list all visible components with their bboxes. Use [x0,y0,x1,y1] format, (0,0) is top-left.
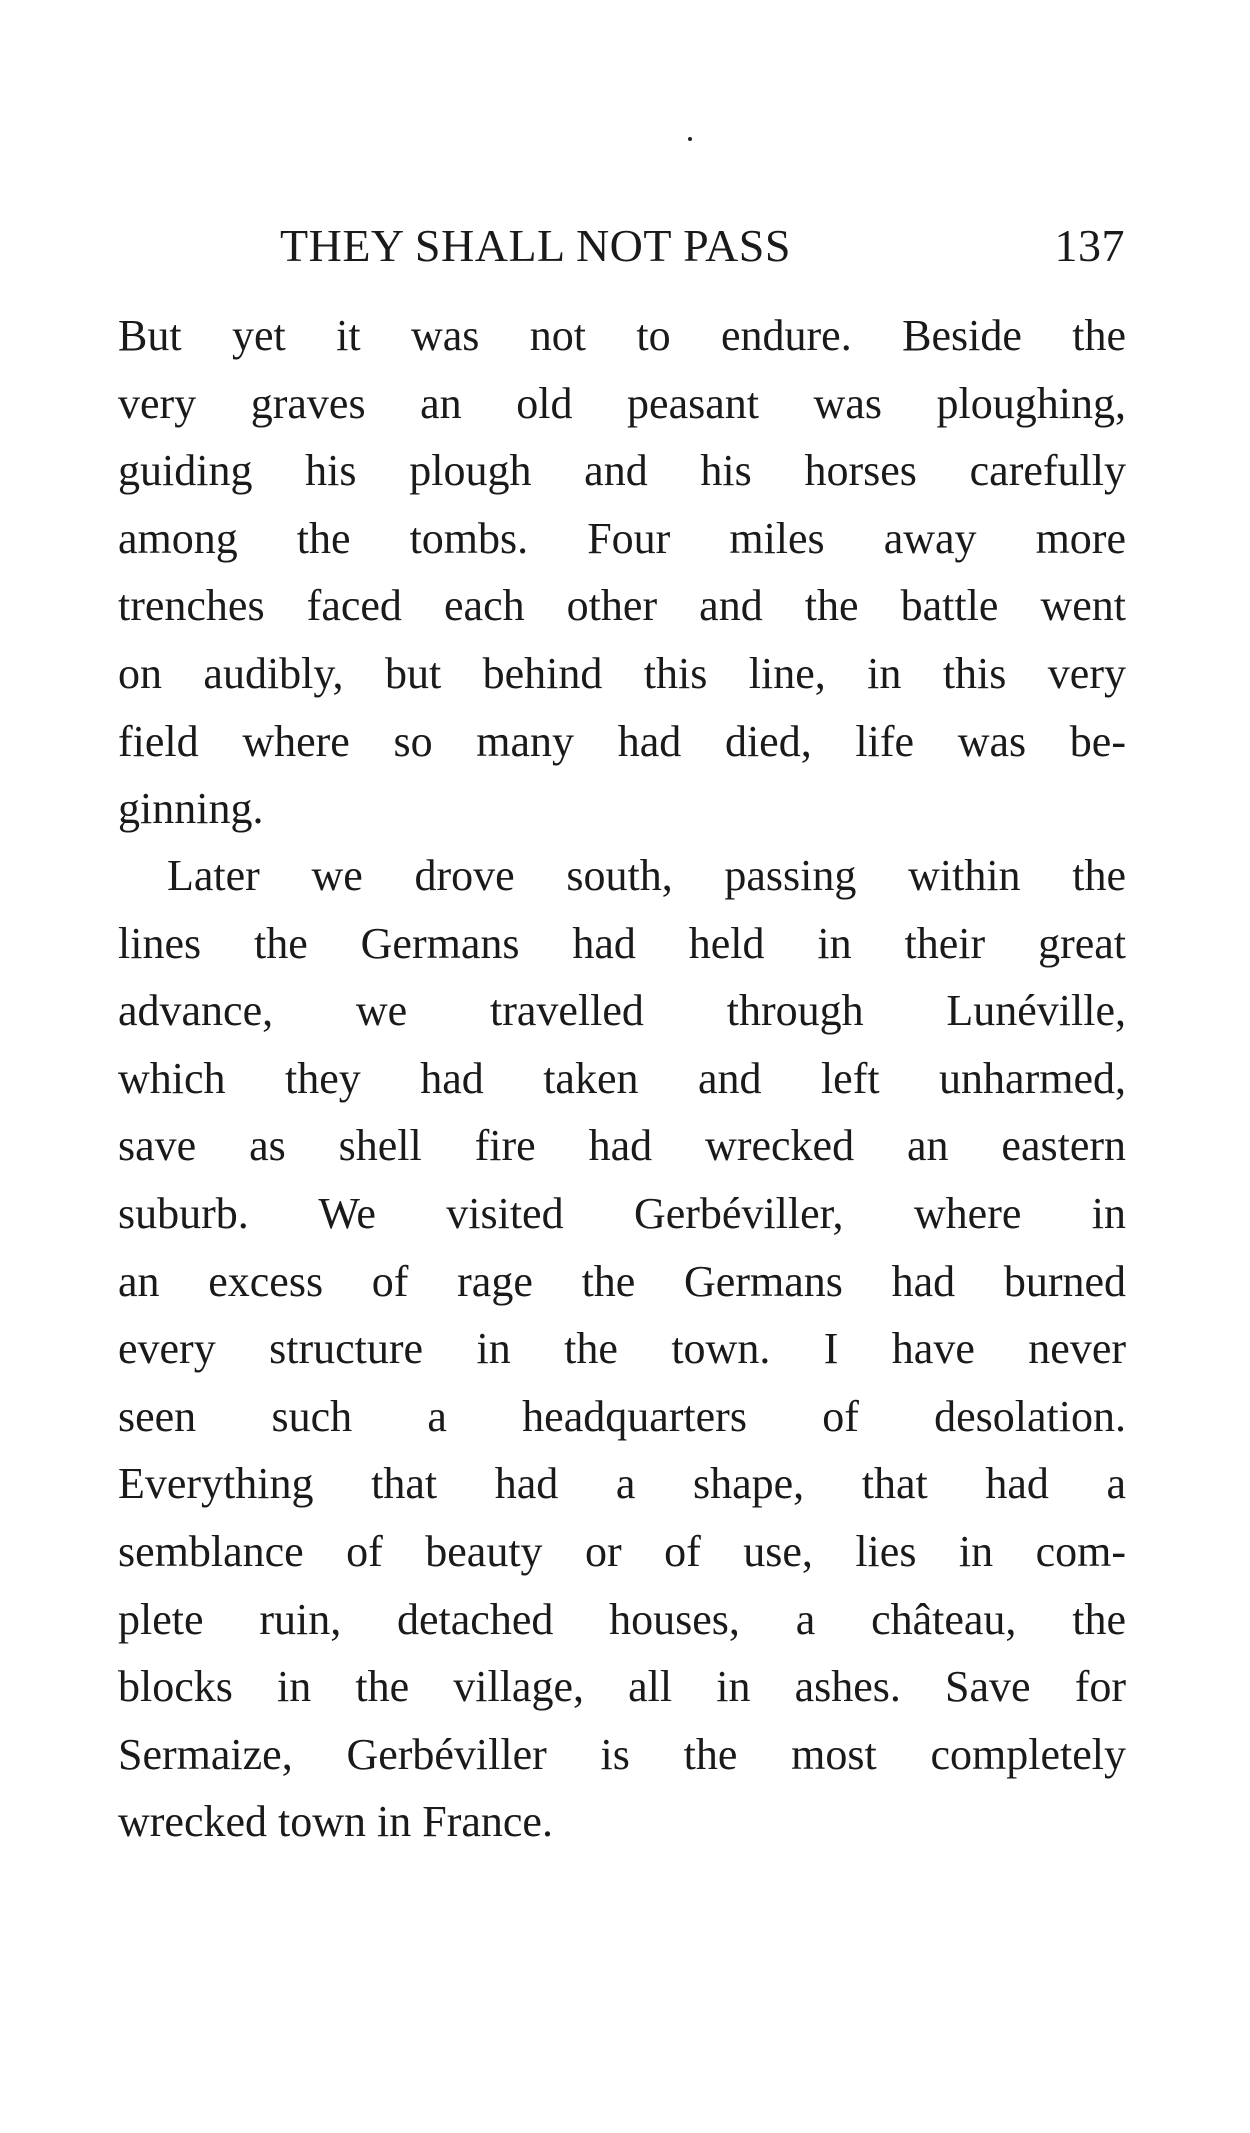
text-line: an excess of rage the Germans had burned [118,1256,1126,1306]
text-line: Sermaize, Gerbéviller is the most completely [118,1729,1126,1779]
text-line: seen such a headquarters of desolation. [118,1391,1126,1441]
text-line: very graves an old peasant was ploughing, [118,378,1126,428]
text-line: semblance of beauty or of use, lies in com- [118,1526,1126,1576]
text-line: Later we drove south, passing within the [167,851,1126,900]
text-line: trenches faced each other and the battle went [118,581,1126,631]
text-line: every structure in the town. I have never [118,1324,1126,1374]
print-speck [688,137,692,141]
page-number: 137 [1054,220,1125,271]
running-head [280,216,1125,276]
text-line: save as shell fire had wrecked an eastern [118,1121,1126,1171]
text-line: Everything that had a shape, that had a [118,1459,1126,1509]
running-title: THEY SHALL NOT PASS [280,220,791,271]
text-line: ginning. [118,784,264,834]
text-line: suburb. We visited Gerbéviller, where in [118,1188,1126,1238]
paragraph-1 [118,302,1126,843]
text-line: wrecked town in France. [118,1797,553,1847]
text-line: among the tombs. Four miles away more [118,513,1126,563]
text-line: field where so many had died, life was be- [118,716,1126,766]
text-line: guiding his plough and his horses carefully [118,446,1126,496]
text-line: But yet it was not to endure. Beside the [118,311,1126,360]
text-line: which they had taken and left unharmed, [118,1053,1126,1103]
paragraph-2 [118,842,1126,1856]
text-line: blocks in the village, all in ashes. Save for [118,1662,1126,1712]
text-line: advance, we travelled through Lunéville, [118,986,1126,1036]
text-line: lines the Germans had held in their great [118,918,1126,968]
text-line: plete ruin, detached houses, a château, the [118,1594,1126,1644]
text-line: on audibly, but behind this line, in this very [118,648,1126,698]
